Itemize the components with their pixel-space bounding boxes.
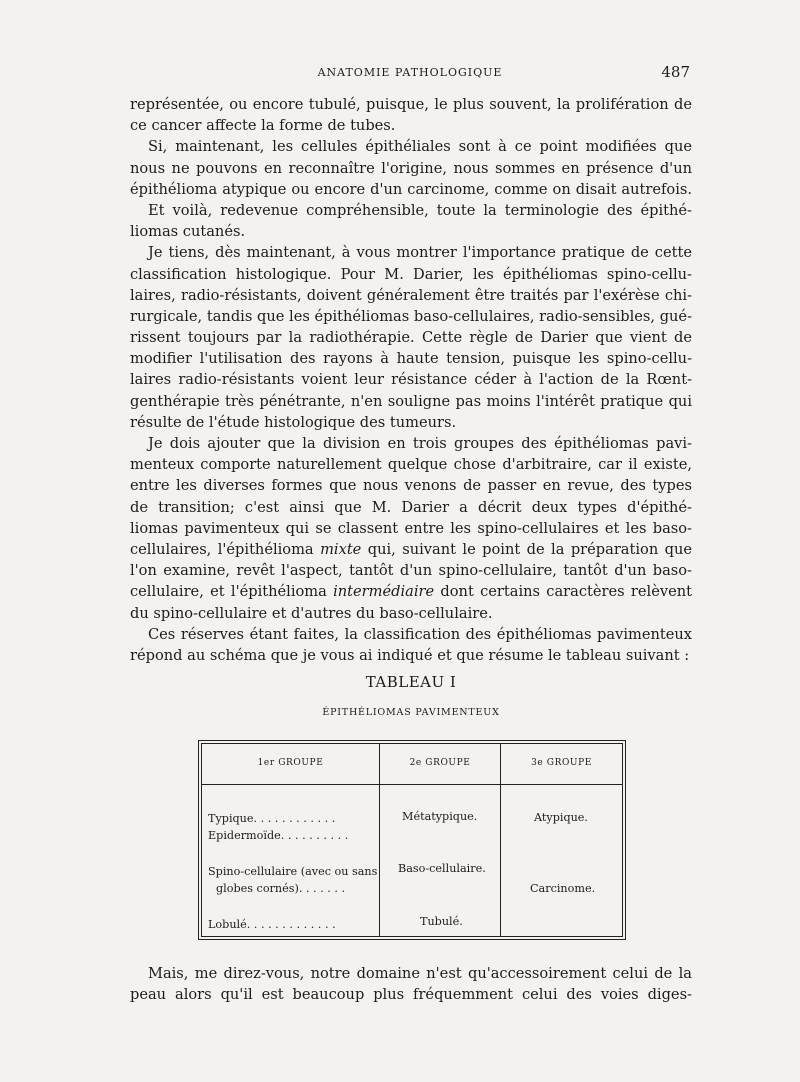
cell-atypique: Atypique.	[534, 811, 588, 824]
text-line: liomas cutanés.	[130, 223, 246, 241]
text-line: genthérapie très pénétrante, n'en souligne pas moins l'intérêt pratique qui	[130, 392, 692, 410]
header-group-2: 2e GROUPE	[409, 758, 471, 768]
text-line: représentée, ou encore tubulé, puisque, le plus souvent, la prolifération de	[130, 96, 692, 113]
text-line: rissent toujours par la radiothérapie. Cette règle de Darier que vient de	[130, 329, 692, 347]
text-line: Je dois ajouter que la division en trois groupes des épithéliomas pavi-	[148, 435, 692, 452]
text-segment: dont certains caractères relèvent	[440, 583, 692, 601]
cell-spino-line-1: Spino-cellulaire (avec ou sans	[208, 865, 378, 878]
text-line: menteux comporte naturellement quelque chose d'arbitraire, car il existe,	[130, 456, 692, 474]
text-line: de transition; c'est ainsi que M. Darier a décrit deux types d'épithé-	[130, 498, 692, 516]
text-line: épithélioma atypique ou encore d'un carcinome, comme on disait autrefois.	[130, 180, 692, 198]
running-head	[130, 63, 690, 83]
text-line: du spino-cellulaire et d'autres du baso-cellulaire.	[130, 604, 493, 622]
cell-lobule: Lobulé. . . . . . . . . . . . .	[208, 918, 336, 931]
text-line: laires radio-résistants voient leur résistance céder à l'action de la Rœnt-	[130, 371, 692, 389]
running-title: ANATOMIE PATHOLOGIQUE	[317, 66, 503, 79]
column-divider	[500, 744, 501, 936]
text-line-mixte	[130, 539, 692, 560]
cell-carcinome: Carcinome.	[530, 882, 596, 895]
header-group-1: 1er GROUPE	[257, 758, 324, 768]
text-line: l'on examine, revêt l'aspect, tantôt d'un spino-cellulaire, tantôt d'un baso-	[130, 562, 692, 580]
text-line: résulte de l'étude histologique des tumeurs.	[130, 413, 457, 431]
italic-term-mixte: mixte	[320, 540, 362, 558]
cell-baso-cellulaire: Baso-cellulaire.	[398, 862, 486, 875]
text-segment: cellulaire, et l'épithélioma	[130, 583, 327, 601]
text-segment: cellulaires, l'épithélioma	[130, 540, 314, 558]
text-line: répond au schéma que je vous ai indiqué et que résume le tableau suivant :	[130, 646, 690, 664]
text-line: laires, radio-résistants, doivent généralement être traités par l'exérèse chi-	[130, 286, 692, 304]
classification-table	[198, 740, 626, 940]
table-title: TABLEAU I	[365, 673, 457, 691]
header-group-3: 3e GROUPE	[531, 758, 592, 768]
text-line: ce cancer affecte la forme de tubes.	[130, 117, 396, 135]
italic-term-intermediaire: intermédiaire	[333, 583, 435, 601]
text-segment: qui, suivant le point de la préparation que	[367, 540, 693, 558]
closing-paragraph	[130, 962, 692, 1007]
text-line: rurgicale, tandis que les épithéliomas baso-cellulaires, radio-sensibles, gué-	[130, 307, 692, 325]
text-line: liomas pavimenteux qui se classent entre les spino-cellulaires et les baso-	[130, 519, 692, 537]
text-line: modifier l'utilisation des rayons à haute tension, puisque les spino-cellu-	[130, 350, 692, 368]
column-divider	[379, 744, 380, 936]
text-line: entre les diverses formes que nous venons de passer en revue, des types	[130, 477, 692, 495]
cell-tubule: Tubulé.	[420, 915, 463, 928]
cell-spino-line-2: globes cornés). . . . . . .	[216, 882, 346, 895]
cell-metatypique: Métatypique.	[402, 810, 478, 823]
text-line-intermediaire	[130, 581, 692, 602]
cell-epidermoide: Epidermoïde. . . . . . . . . .	[208, 829, 349, 842]
body-text	[130, 94, 692, 666]
text-line: Et voilà, redevenue compréhensible, toute la terminologie des épithé-	[148, 201, 692, 219]
header-divider	[202, 784, 622, 785]
text-line: nous ne pouvons en reconnaître l'origine, nous sommes en présence d'un	[130, 159, 692, 177]
cell-typique: Typique. . . . . . . . . . . .	[208, 812, 336, 825]
table-subtitle: ÉPITHÉLIOMAS PAVIMENTEUX	[322, 707, 500, 718]
text-line: classification histologique. Pour M. Darier, les épithéliomas spino-cellu-	[130, 265, 692, 283]
text-line: Mais, me direz-vous, notre domaine n'est qu'accessoirement celui de la	[148, 965, 692, 982]
text-line: Je tiens, dès maintenant, à vous montrer l'importance pratique de cette	[148, 244, 692, 262]
text-line: Si, maintenant, les cellules épithéliales sont à ce point modifiées que	[148, 138, 692, 156]
page-number: 487	[661, 63, 690, 81]
text-line: Ces réserves étant faites, la classification des épithéliomas pavimenteux	[148, 625, 692, 643]
text-line: peau alors qu'il est beaucoup plus fréquemment celui des voies diges-	[130, 986, 692, 1004]
